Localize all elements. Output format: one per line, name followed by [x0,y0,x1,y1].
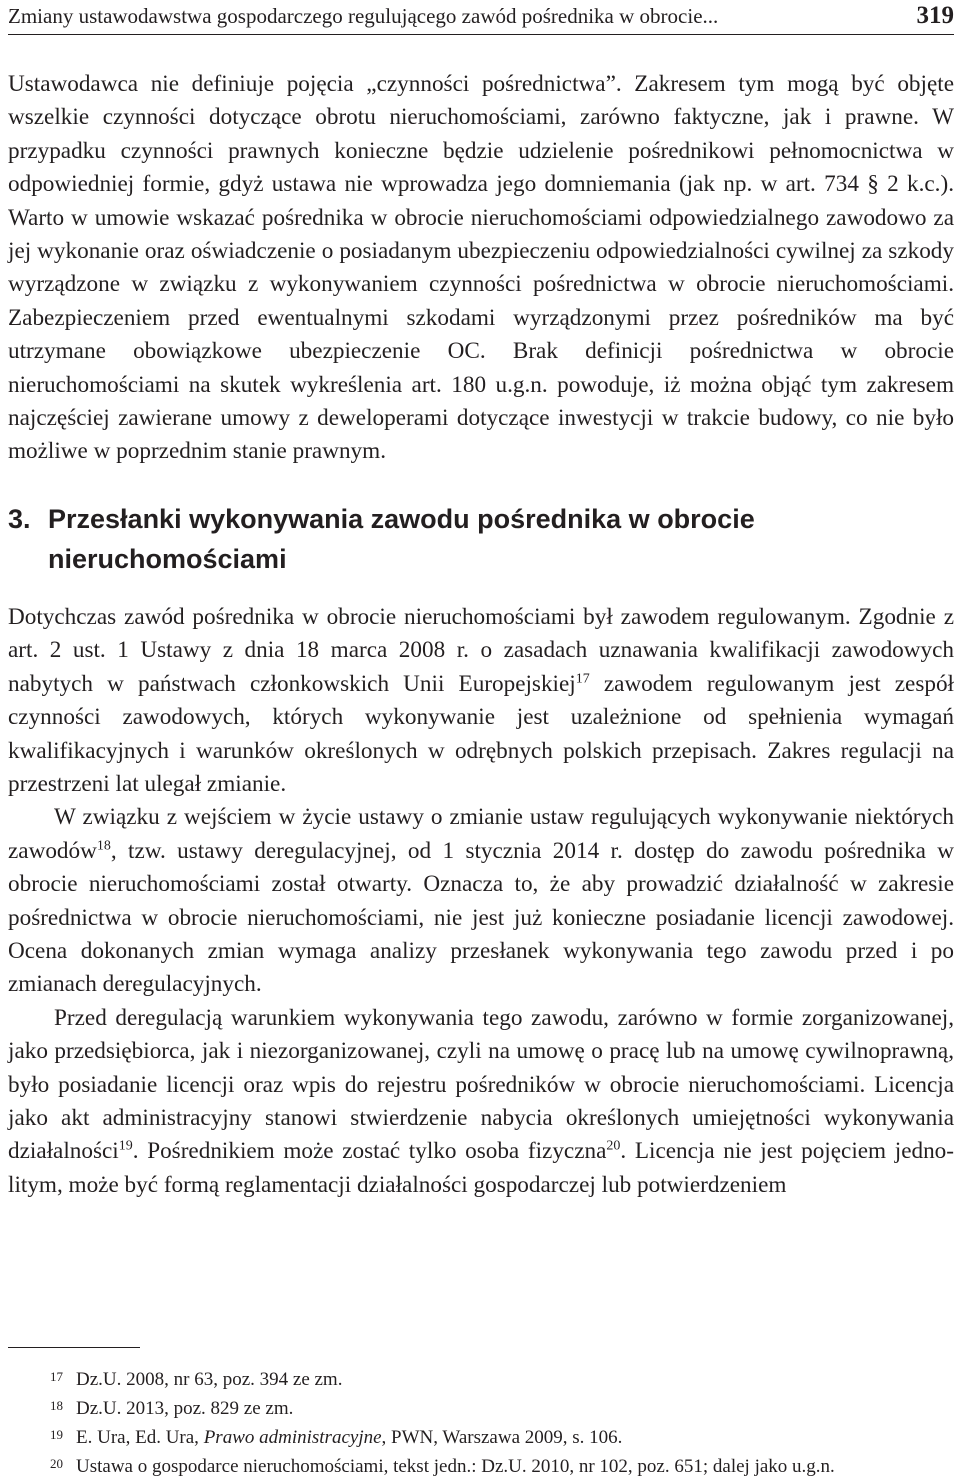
footnote-text-pre: E. Ura, Ed. Ura, [76,1427,204,1448]
footnote-number: 20 [50,1456,63,1471]
paragraph-2 [8,601,954,801]
running-title: Zmiany ustawodawstwa gospodarczego regulującego zawód pośrednika w obrocie... [8,4,719,28]
section-title: Przesłanki wykonywania zawodu pośrednika w obrocie nieruchomościami [48,503,755,574]
page-number: 319 [916,2,954,29]
footnote-19 [50,1423,960,1452]
footnote-text: Dz.U. 2008, nr 63, poz. 394 ze zm. [76,1369,343,1390]
footnote-ref-18[interactable]: 18 [96,837,111,853]
section-number: 3. [8,503,31,534]
paragraph-4-text-c: . Licencja nie jest pojęciem jednolitym, może być formą reglamentacji działalności gospodarczej lub potwierdzeniem [8,1138,954,1198]
paragraph-4-text-b: . Pośrednikiem może zostać tylko osoba fizyczna [132,1138,607,1165]
paragraph-4 [8,1002,954,1202]
running-header [8,2,954,35]
paragraph-2-text-a: Dotychczas zawód pośrednika w obrocie nieruchomościami był zawodem regulowanym. Zgodnie z art. 2 ust. 1 Ustawy z dnia 18 marca 2008 r. o zasadach uznawania kwalifikacji zawodowych nabytych w państwach członkowskich Unii Europejskiej [8,603,954,697]
footnote-17 [50,1365,960,1394]
footnote-ref-20[interactable]: 20 [606,1138,621,1154]
footnote-separator [8,1347,140,1348]
paragraph-2-text-b: zawodem regulowanym jest zespół czynności zawodowych, których wykonywanie jest uzależnione od spełnienia wymagań kwalifikacyjnych i warunków określonych w odrębnych polskich przepisach. Zakres regulacji na przestrzeni lat ulegał zmianie. [8,670,954,797]
footnote-20 [50,1452,960,1481]
paragraph-4-text-a: Przed deregulacją warunkiem wykonywania tego zawodu, zarówno w formie zorganizowanej, jako przedsiębiorca, jak i niezorganizowanej, czyli na umowę o pracę lub na umowę cywilnoprawną, było posiadanie licencji oraz wpis do rejestru pośredników w obrocie nieruchomościami. Licencja jako akt administracyjny stanowi stwierdzenie nabycia określonych umiejętności wykonywania działalności [8,1004,954,1165]
footnote-book-title: Prawo administracyjne [203,1427,382,1448]
paragraph-3 [8,801,954,1001]
paragraph-1: Ustawodawca nie definiuje pojęcia „czynności pośrednictwa”. Zakresem tym mogą być objęte wszelkie czynności dotyczące obrotu nieruchomościami, zarówno faktyczne, jak i prawne. W przypadku czynności prawnych konieczne będzie udzielenie pośrednikowi pełnomocnictwa w odpowiedniej formie, gdyż ustawa nie wprowadza jego domniemania (jak np. w art. 734 § 2 k.c.). Warto w umowie wskazać pośrednika w obrocie nieruchomościami odpowiedzialnego zawodowo za jej wykonanie oraz oświadczenie o posiadanym ubezpieczeniu odpowiedzialności cywilnej za szkody wyrządzone w związku z wykonywaniem czynności pośrednictwa w obrocie nieruchomościami. Zabezpieczeniem przed ewentualnymi szkodami wyrządzonymi przez pośredników ma być utrzymane obowiązkowe ubezpieczenie OC. Brak definicji pośrednictwa w obrocie nieruchomościami na skutek wykreślenia art. 180 u.g.n. powoduje, iż można objąć tym zakresem najczęściej zawierane umowy z deweloperami dotyczące inwestycji w trakcie budowy, co nie było możliwe w poprzednim stanie prawnym. [8,71,954,465]
footnote-number: 19 [50,1427,63,1442]
footnote-text: Ustawa o gospodarce nieruchomościami, tekst jedn.: Dz.U. 2010, nr 102, poz. 651; dalej jako u.g.n. [76,1456,835,1477]
paragraph-3-text-b: , tzw. ustawy deregulacyjnej, od 1 stycznia 2014 r. dostęp do zawodu pośrednika w obrocie nieruchomościami został otwarty. Oznacza to, że aby prowadzić działalność w zakresie pośrednictwa w obrocie nieruchomościami, nie jest już konieczne posiadanie licencji zawodowej. Ocena dokonanych zmian wymaga analizy przesłanek wykonywania tego zawodu przed i po zmianach deregulacyjnych. [8,837,954,998]
footnote-text: Dz.U. 2013, poz. 829 ze zm. [76,1398,294,1419]
footnote-18 [50,1394,960,1423]
footnote-number: 17 [50,1369,63,1384]
footnote-number: 18 [50,1398,63,1413]
paragraph-3-text-a: W związku z wejściem w życie ustawy o zmianie ustaw regulujących wykonywanie niektórych zawodów [8,804,954,864]
footnotes [50,1365,960,1481]
main-text [8,68,954,1202]
footnote-text-post: , PWN, Warszawa 2009, s. 106. [381,1427,623,1448]
footnote-ref-17[interactable]: 17 [575,670,590,686]
footnote-ref-19[interactable]: 19 [118,1138,133,1154]
section-heading [8,499,954,579]
